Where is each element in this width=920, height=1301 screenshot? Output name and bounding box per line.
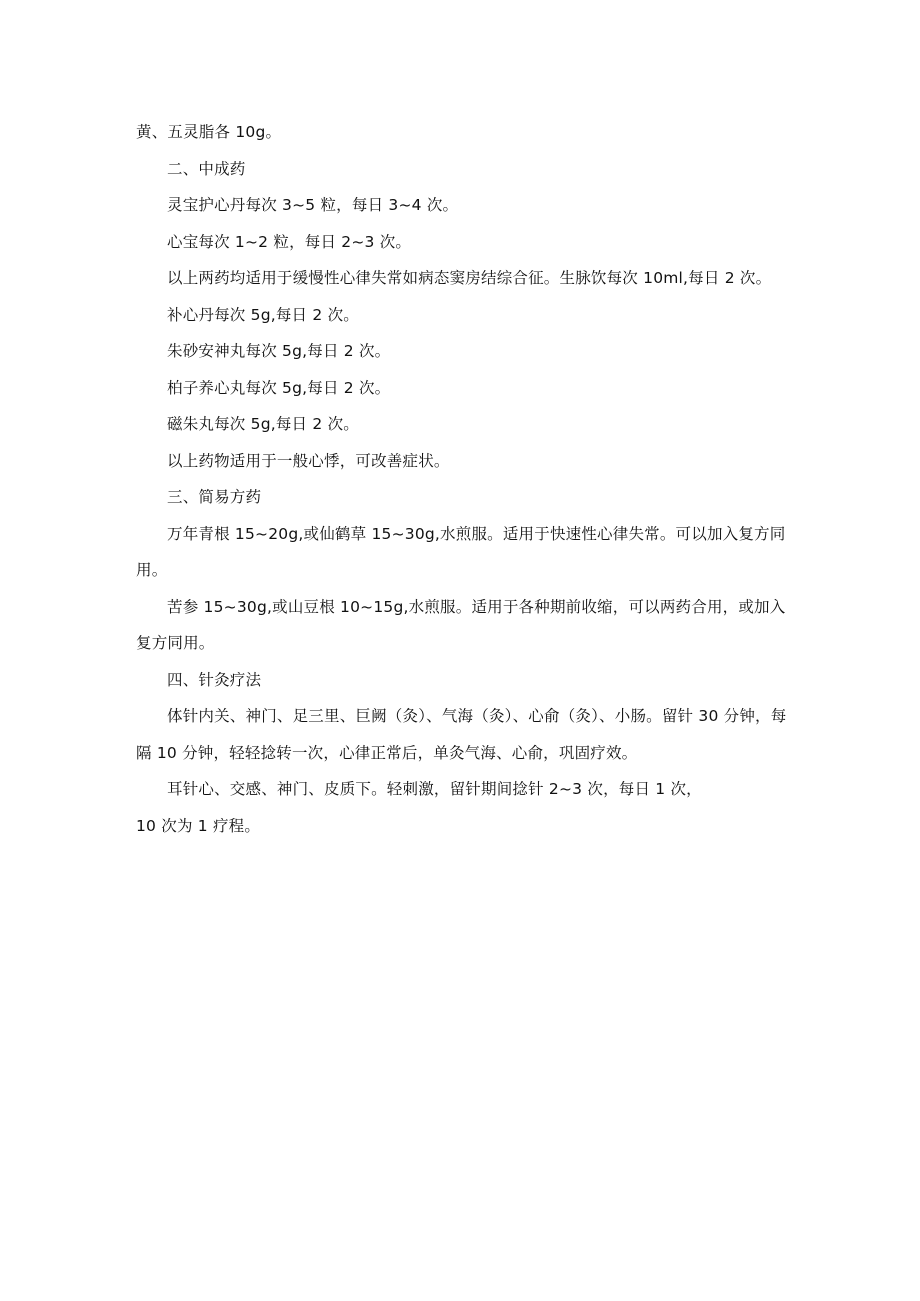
section-heading-chinese-patent-medicine: 二、中成药 bbox=[167, 159, 246, 178]
paragraph-cizhu-wan: 磁朱丸每次 5g,每日 2 次。 bbox=[167, 415, 359, 433]
paragraph-baizi-yangxin-wan: 柏子养心丸每次 5g,每日 2 次。 bbox=[167, 378, 391, 397]
paragraph-body-acupuncture: 体针内关、神门、足三里、巨阙（灸）、气海（灸）、心俞（灸）、小肠。留针 30 分钟，每隔 10 分钟，轻轻捻转一次，心律正常后，单灸气海、心俞，巩固疗效。 bbox=[136, 707, 787, 762]
paragraph-xinbao: 心宝每次 1~2 粒，每日 2~3 次。 bbox=[167, 232, 412, 251]
paragraph-buxin-dan: 补心丹每次 5g,每日 2 次。 bbox=[167, 305, 359, 324]
paragraph-wannianqing-xianhecao: 万年青根 15~20g,或仙鹤草 15~30g,水煎服。适用于快速性心律失常。可以加入复方同用。 bbox=[136, 524, 786, 579]
paragraph-course-of-treatment: 10 次为 1 疗程。 bbox=[136, 816, 261, 835]
paragraph-slow-arrhythmia-shengmai: 以上两药均适用于缓慢性心律失常如病态窦房结综合征。生脉饮每次 10ml,每日 2 次。 bbox=[167, 269, 772, 287]
paragraph-lingbao-huxin-dan: 灵宝护心丹每次 3~5 粒，每日 3~4 次。 bbox=[167, 196, 459, 214]
paragraph-kushen-shandougen: 苦参 15~30g,或山豆根 10~15g,水煎服。适用于各种期前收缩，可以两药合用，或加入复方同用。 bbox=[136, 597, 786, 652]
paragraph-ear-acupuncture: 耳针心、交感、神门、皮质下。轻刺激，留针期间捻针 2~3 次，每日 1 次， bbox=[167, 780, 702, 798]
paragraph-zhusha-anshen-wan: 朱砂安神丸每次 5g,每日 2 次。 bbox=[167, 342, 391, 360]
section-heading-acupuncture: 四、针灸疗法 bbox=[167, 670, 262, 689]
paragraph-continuation: 黄、五灵脂各 10g。 bbox=[136, 123, 282, 141]
section-heading-simple-prescriptions: 三、简易方药 bbox=[167, 488, 262, 506]
document-body bbox=[136, 114, 790, 844]
paragraph-general-palpitation: 以上药物适用于一般心悸，可改善症状。 bbox=[167, 451, 450, 470]
